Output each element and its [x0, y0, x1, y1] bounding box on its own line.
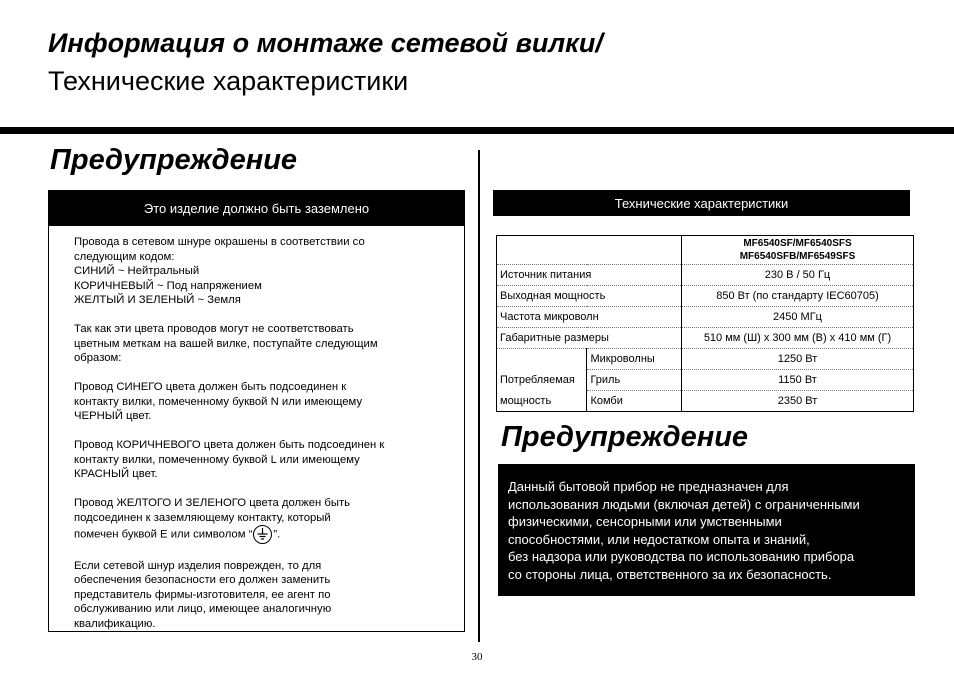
ground-symbol-icon: [253, 525, 272, 544]
grounding-instructions: [74, 235, 444, 646]
table-row: Частота микроволн 2450 МГц: [497, 307, 914, 328]
warning-heading-left: Предупреждение: [50, 144, 298, 176]
grounding-box-title: Это изделие должно быть заземлено: [49, 191, 464, 226]
warning-heading-right: Предупреждение: [501, 421, 749, 453]
wire-colour-codes: Провода в сетевом шнуре окрашены в соответствии со следующим кодом: СИНИЙ ~ Нейтральный КОРИЧНЕВЫЙ ~ Под напряжением ЖЕЛТЫЙ И ЗЕЛЕНЫЙ ~ Земля: [74, 236, 365, 306]
header-rule: [0, 127, 954, 134]
page-number: 30: [471, 651, 483, 663]
page-title: Информация о монтаже сетевой вилки/: [48, 28, 603, 58]
column-divider: [478, 150, 480, 642]
table-row: Габаритные размеры 510 мм (Ш) x 300 мм (В) x 410 мм (Г): [497, 328, 914, 349]
table-row: Потребляемая Гриль 1150 Вт: [497, 370, 914, 391]
table-row: Источник питания 230 В / 50 Гц: [497, 265, 914, 286]
table-row: [497, 236, 914, 265]
spec-title: Технические характеристики: [493, 190, 910, 216]
brown-wire-instruction: Провод КОРИЧНЕВОГО цвета должен быть подсоединен к контакту вилки, помеченному буквой L или имеющему КРАСНЫЙ цвет.: [74, 439, 385, 480]
grounding-warning-box: [48, 190, 465, 632]
table-row: Микроволны 1250 Вт: [497, 349, 914, 370]
page-subtitle: Технические характеристики: [48, 66, 409, 96]
damaged-cord-note: Если сетевой шнур изделия поврежден, то для обеспечения безопасности его должен заменить представитель фирмы-изготовителя, ее агент по обслуживанию или лицо, имеющее аналогичную квалификацию.: [74, 559, 332, 630]
spec-table: [496, 235, 914, 412]
model-names: MF6540SF/MF6540SFS MF6540SFB/MF6549SFS: [682, 236, 914, 265]
colour-mismatch-note: Так как эти цвета проводов могут не соответствовать цветным меткам на вашей вилке, поступайте следующим образом:: [74, 323, 378, 364]
usage-restriction-notice: Данный бытовой прибор не предназначен для использования людьми (включая детей) с ограниченными физическими, сенсорными или умственными способностями, или недостатком опыта и знаний, без надзора или руководства по использованию прибора со стороны лица, ответственного за их безопасность.: [498, 464, 915, 596]
table-row: мощность Комби 2350 Вт: [497, 391, 914, 412]
table-row: Выходная мощность 850 Вт (по стандарту IEC60705): [497, 286, 914, 307]
earth-wire-instruction: Провод ЖЕЛТОГО И ЗЕЛЕНОГО цвета должен быть подсоединен к заземляющему контакту, который помечен буквой Е или символом “ ”.: [74, 496, 444, 544]
blue-wire-instruction: Провод СИНЕГО цвета должен быть подсоединен к контакту вилки, помеченному буквой N или имеющему ЧЕРНЫЙ цвет.: [74, 381, 363, 422]
